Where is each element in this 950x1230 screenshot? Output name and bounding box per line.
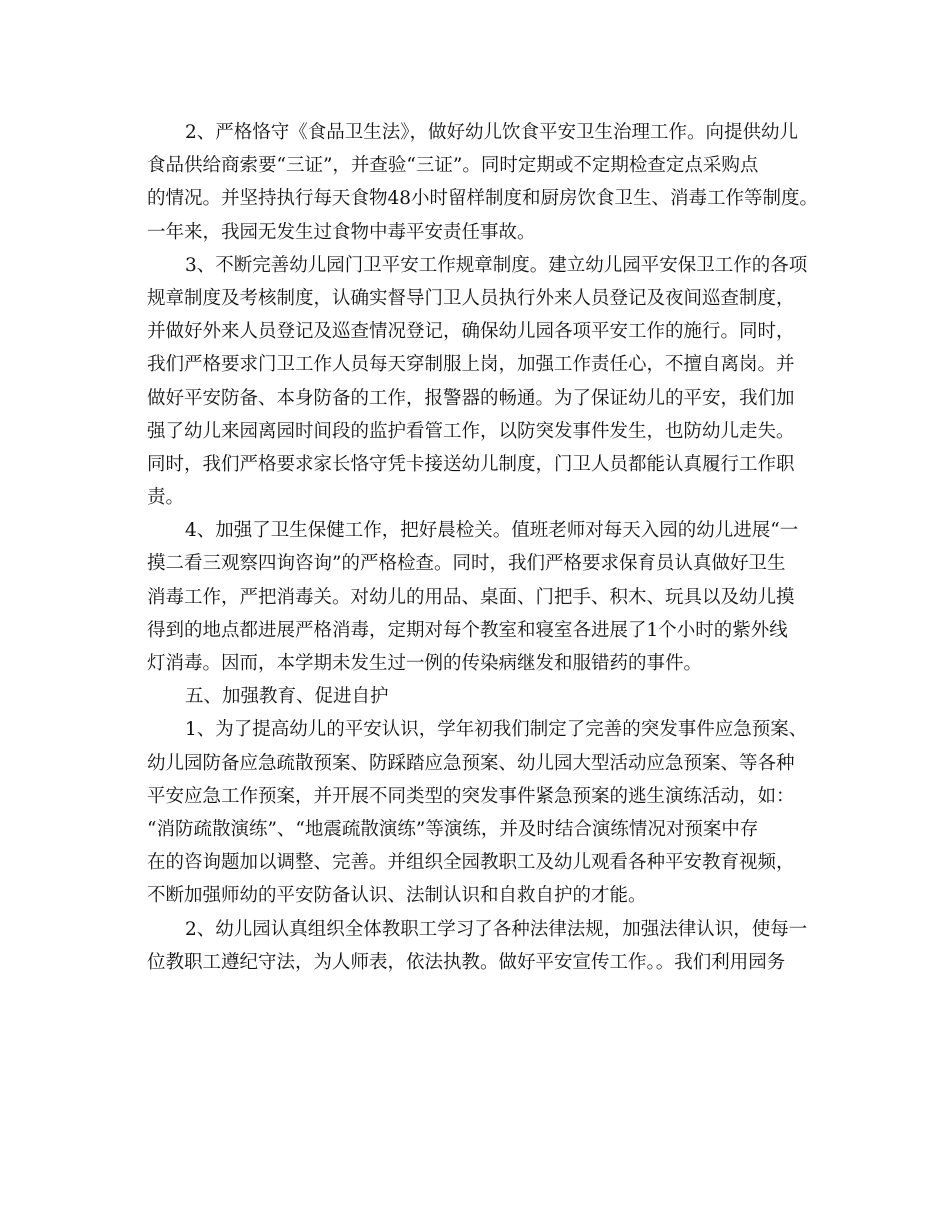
text-line: 强了幼儿来园离园时间段的监护看管工作，以防突发事件发生，也防幼儿走失。	[147, 420, 795, 442]
text-line: 食品供给商索要“三证”，并查验“三证”。同时定期或不定期检查定点采购点	[147, 155, 759, 177]
text-line: 在的咨询题加以调整、完善。并组织全园教职工及幼儿观看各种平安教育视频，	[147, 852, 795, 874]
paragraph-first-line: 2、严格恪守《食品卫生法》，做好幼儿饮食平安卫生治理工作。向提供幼儿	[185, 122, 799, 143]
text-line: 规章制度及考核制度，认确实督导门卫人员执行外来人员登记及夜间巡查制度，	[147, 287, 795, 309]
paragraph-first-line: 五、加强教育、促进自护	[185, 686, 389, 708]
text-line: 位教职工遵纪守法，为人师表，依法执教。做好平安宣传工作。。我们利用园务	[147, 951, 786, 973]
text-line: “消防疏散演练”、“地震疏散演练”等演练，并及时结合演练情况对预案中存	[147, 818, 759, 840]
paragraph-first-line: 3、不断完善幼儿园门卫平安工作规章制度。建立幼儿园平安保卫工作的各项	[185, 254, 808, 276]
text-line: 得到的地点都进展严格消毒，定期对每个教室和寝室各进展了1个小时的紫外线	[147, 619, 788, 641]
paragraph-first-line: 2、幼儿园认真组织全体教职工学习了各种法律法规，加强法律认识，使每一	[185, 918, 808, 940]
text-line: 灯消毒。因而，本学期未发生过一例的传染病继发和服错药的事件。	[147, 653, 703, 674]
text-line: 我们严格要求门卫工作人员每天穿制服上岗，加强工作责任心，不擅自离岗。并	[147, 354, 795, 376]
document-body	[147, 116, 819, 979]
text-line: 责。	[147, 487, 185, 509]
text-line: 并做好外来人员登记及巡查情况登记，确保幼儿园各项平安工作的施行。同时，	[147, 321, 795, 343]
paragraph-first-line: 1、为了提高幼儿的平安认识，学年初我们制定了完善的突发事件应急预案、	[185, 719, 808, 741]
text-line: 消毒工作，严把消毒关。对幼儿的用品、桌面、门把手、积木、玩具以及幼儿摸	[147, 586, 795, 608]
text-line: 摸二看三观察四询咨询”的严格检查。同时，我们严格要求保育员认真做好卫生	[147, 553, 786, 575]
text-line: 的情况。并坚持执行每天食物48小时留样制度和厨房饮食卫生、消毒工作等制度。	[147, 188, 819, 210]
text-line: 不断加强师幼的平安防备认识、法制认识和自救自护的才能。	[147, 885, 647, 907]
text-line: 平安应急工作预案，并开展不同类型的突发事件紧急预案的逃生演练活动，如：	[147, 785, 795, 807]
text-line: 幼儿园防备应急疏散预案、防踩踏应急预案、幼儿园大型活动应急预案、等各种	[147, 752, 795, 774]
text-line: 做好平安防备、本身防备的工作，报警器的畅通。为了保证幼儿的平安，我们加	[147, 387, 795, 409]
text-line: 同时，我们严格要求家长恪守凭卡接送幼儿制度，门卫人员都能认真履行工作职	[147, 453, 795, 475]
text-line: 一年来，我园无发生过食物中毒平安责任事故。	[147, 221, 536, 243]
paragraph-first-line: 4、加强了卫生保健工作，把好晨检关。值班老师对每天入园的幼儿进展“一	[185, 520, 799, 542]
